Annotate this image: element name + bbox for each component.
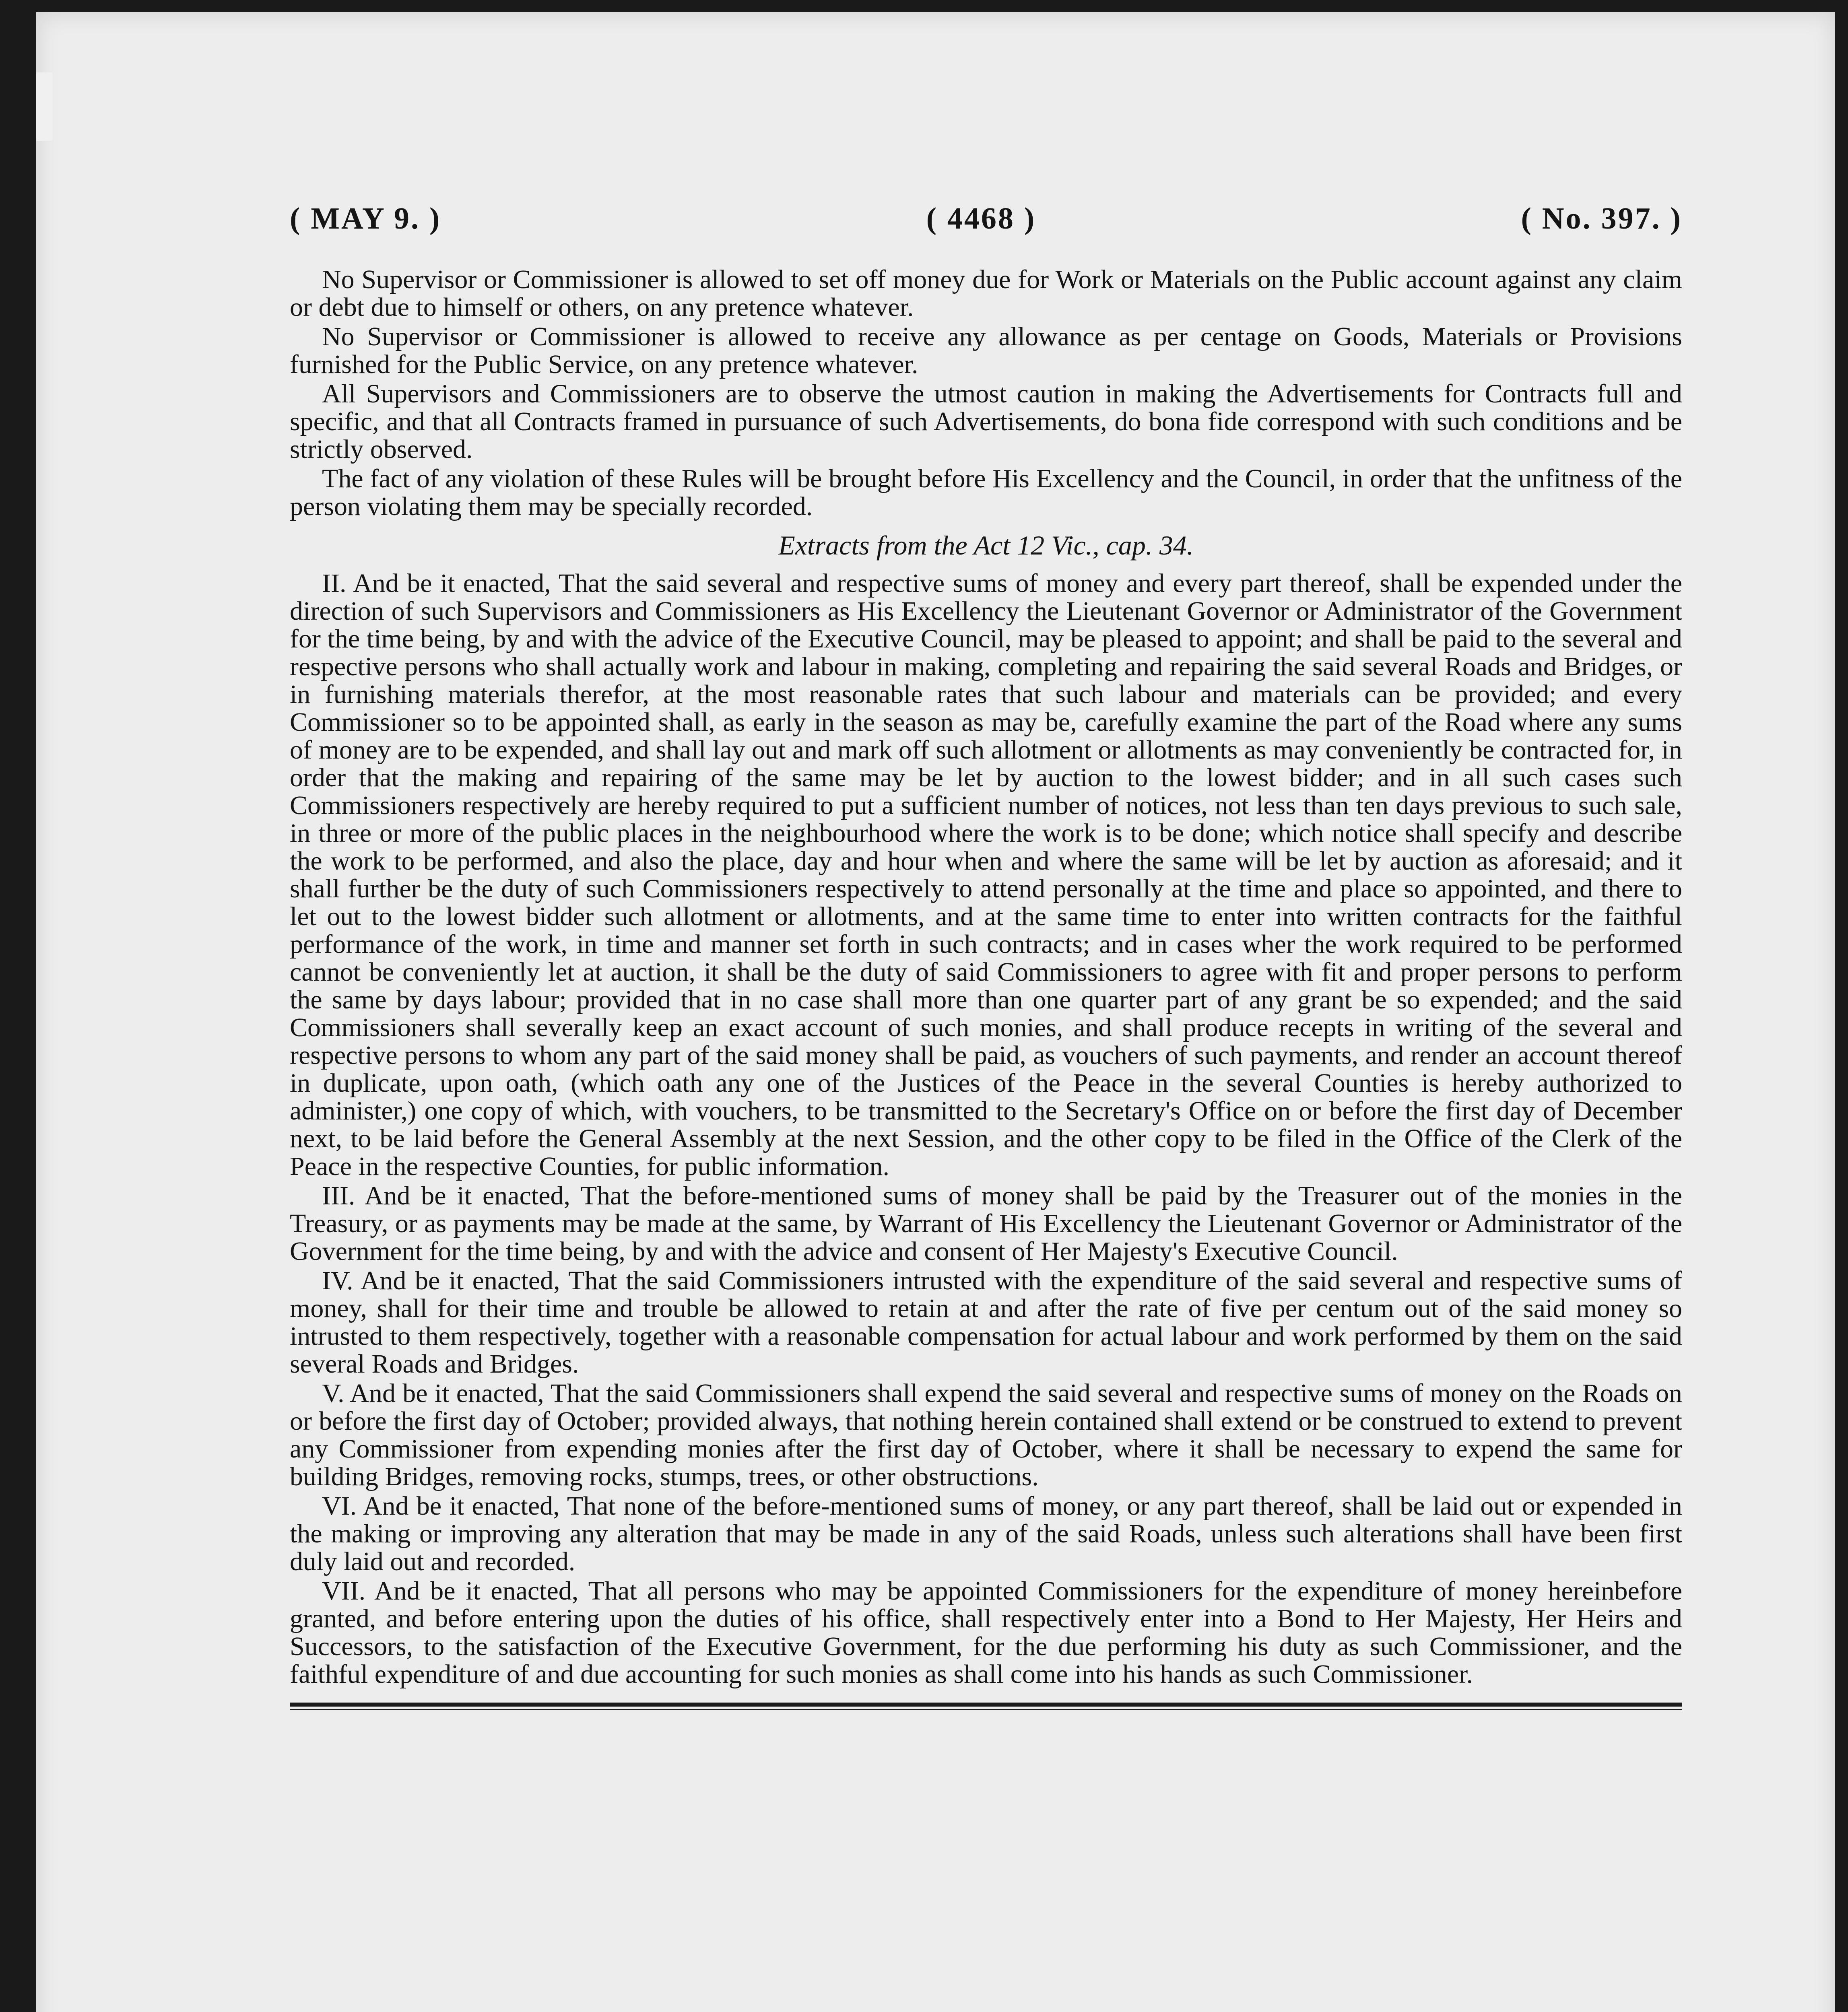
act-section-ii: II. And be it enacted, That the said several and respective sums of money and every part thereof, shall be expended under the direction of such Supervisors and Commissioners as His Excellency the Lieutenant Governor or Administrator of the Government for the time being, by and with the advice of the Executive Council, may be pleased to appoint; and shall be paid to the several and respective persons who shall actually work and labour in making, completing and repairing the said several Roads and Bridges, or in furnishing materials therefor, at the most reasonable rates that such labour and materials can be provided; and every Commissioner so to be appointed shall, as early in the season as may be, carefully examine the part of the Road where any sums of money are to be expended, and shall lay out and mark off such allotment or allotments as may conveniently be contracted for, in order that the making and repairing of the same may be let by auction to the lowest bidder; and in all such cases such Commissioners respectively are hereby required to put a sufficient number of notices, not less than ten days previous to such sale, in three or more of the public places in the neighbourhood where the work is to be done; which notice shall specify and describe the work to be performed, and also the place, day and hour when and where the same will be let by auction as aforesaid; and it shall further be the duty of such Commissioners respectively to attend personally at the time and place so appointed, and there to let out to the lowest bidder such allotment or allotments, and at the same time to enter into written contracts for the faithful performance of the work, in time and manner set forth in such contracts; and in cases wher the work required to be performed cannot be conveniently let at auction, it shall be the duty of said Commissioners to agree with fit and proper persons to perform the same by days labour; provided that in no case shall more than one quarter part of any grant be so expended; and the said Commissioners shall severally keep an exact account of such monies, and shall produce recepts in writing of the several and respective persons to whom any part of the said money shall be paid, as vouchers of such payments, and render an account thereof in duplicate, upon oath, (which oath any one of the Justices of the Peace in the several Counties is hereby authorized to administer,) one copy of which, with vouchers, to be transmitted to the Secretary's Office on or before the first day of December next, to be laid before the General Assembly at the next Session, and the other copy to be filed in the Office of the Clerk of the Peace in the respective Counties, for public information. — [290, 569, 1682, 1181]
closing-rule-thick — [290, 1703, 1682, 1707]
act-section-v: V. And be it enacted, That the said Commissioners shall expend the said several and respective sums of money on the Roads on or before the first day of October; provided always, that nothing herein contained shall extend or be construed to extend to prevent any Commissioner from expending monies after the first day of October, where it shall be necessary to expend the same for building Bridges, removing rocks, stumps, trees, or other obstructions. — [290, 1379, 1682, 1491]
closing-rule-thin — [290, 1709, 1682, 1710]
header-date: ( MAY 9. ) — [290, 202, 441, 235]
closing-rule — [290, 1703, 1682, 1710]
rule-paragraph: No Supervisor or Commissioner is allowed to set off money due for Work or Materials on the Public account against any claim or debt due to himself or others, on any pretence whatever. — [290, 265, 1682, 322]
section-title: Extracts from the Act 12 Vic., cap. 34. — [778, 530, 1194, 561]
header-notice-number: ( No. 397. ) — [1521, 202, 1682, 235]
page-header — [290, 201, 1682, 245]
rule-paragraph: The fact of any violation of these Rules will be brought before His Excellency and the Council, in order that the unfitness of the person violating them may be specially recorded. — [290, 464, 1682, 521]
rule-paragraph: No Supervisor or Commissioner is allowed to receive any allowance as per centage on Goods, Materials or Provisions furnished for the Public Service, on any pretence whatever. — [290, 322, 1682, 379]
rule-paragraph: All Supervisors and Commissioners are to observe the utmost caution in making the Advertisements for Contracts full and specific, and that all Contracts framed in pursuance of such Advertisements, do bona fide correspond with such conditions and be strictly observed. — [290, 379, 1682, 464]
act-section-vi: VI. And be it enacted, That none of the before-mentioned sums of money, or any part thereof, shall be laid out or expended in the making or improving any alteration that may be made in any of the said Roads, unless such alterations shall have been first duly laid out and recorded. — [290, 1491, 1682, 1576]
page-content — [290, 201, 1682, 1710]
act-section-iv: IV. And be it enacted, That the said Commissioners intrusted with the expenditure of the said several and respective sums of money, shall for their time and trouble be allowed to retain at and after the rate of five per centum out of the said money so intrusted to them respectively, together with a reasonable compensation for actual labour and work performed by them on the said several Roads and Bridges. — [290, 1266, 1682, 1379]
document-page — [36, 12, 1835, 2012]
header-page-number: ( 4468 ) — [926, 202, 1036, 235]
act-section-vii: VII. And be it enacted, That all persons who may be appointed Commissioners for the expenditure of money hereinbefore granted, and before entering upon the duties of his office, shall respectively enter into a Bond to Her Majesty, Her Heirs and Successors, to the satisfaction of the Executive Government, for the due performing his duty as such Commissioner, and the faithful expenditure of and due accounting for such monies as shall come into his hands as such Commissioner. — [290, 1576, 1682, 1689]
act-section-iii: III. And be it enacted, That the before-mentioned sums of money shall be paid by the Treasurer out of the monies in the Treasury, or as payments may be made at the same, by Warrant of His Excellency the Lieutenant Governor or Administrator of the Government for the time being, by and with the advice and consent of Her Majesty's Executive Council. — [290, 1181, 1682, 1266]
page-edge-mark — [36, 72, 52, 141]
